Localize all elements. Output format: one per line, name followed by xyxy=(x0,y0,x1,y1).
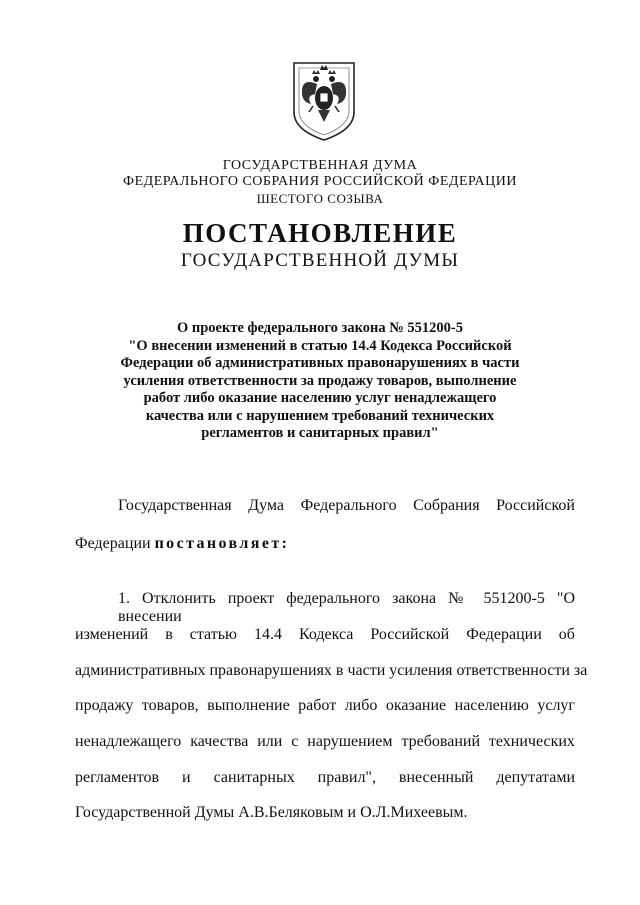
body-line1: 1. Отклонить проект федерального закона № 551200-5 "О внесении xyxy=(118,590,575,625)
word: Государственная xyxy=(118,497,232,514)
word: качества xyxy=(190,733,249,750)
word: Российской xyxy=(496,497,575,514)
caption-line: качества или с нарушением требований технических xyxy=(145,407,495,424)
word: или xyxy=(257,733,283,750)
word: товаров, xyxy=(141,697,199,714)
body-line2 xyxy=(75,626,575,644)
word: изменений xyxy=(75,626,149,643)
word: Российской xyxy=(370,626,450,643)
convocation: ШЕСТОГО СОЗЫВА xyxy=(256,191,384,206)
word: услуг xyxy=(537,697,575,714)
word: оказание xyxy=(385,697,447,714)
word: либо xyxy=(344,697,378,714)
word: Федерального xyxy=(300,497,397,514)
caption-line: О проекте федерального закона № 551200-5 xyxy=(176,320,464,336)
word: ненадлежащего xyxy=(75,733,182,750)
caption-line: "О внесении изменений в статью 14.4 Кодекса Российской xyxy=(128,337,512,354)
org-name-line1: ГОСУДАРСТВЕННАЯ ДУМА xyxy=(222,158,418,173)
preamble-line1 xyxy=(118,497,575,515)
word: Федерации xyxy=(466,626,542,643)
document-subtitle: ГОСУДАРСТВЕННОЙ ДУМЫ xyxy=(180,250,460,271)
word: Дума xyxy=(248,497,284,514)
word: регламентов xyxy=(75,769,160,786)
word: технических xyxy=(488,733,575,750)
word: нарушением xyxy=(307,733,393,750)
word: населению xyxy=(454,697,529,714)
preamble-line2 xyxy=(75,535,289,553)
word: Кодекса xyxy=(298,626,354,643)
body-line5 xyxy=(75,733,575,751)
document-title: ПОСТАНОВЛЕНИЕ xyxy=(182,218,458,248)
resolution-caption xyxy=(0,320,640,443)
org-name-line2: ФЕДЕРАЛЬНОГО СОБРАНИЯ РОССИЙСКОЙ ФЕДЕРАЦИИ xyxy=(123,174,517,189)
caption-line: работ либо оказание населению услуг ненадлежащего xyxy=(143,390,497,406)
body-line6 xyxy=(75,769,575,787)
word: и xyxy=(182,769,191,786)
word: об xyxy=(558,626,575,643)
word: продажу xyxy=(75,697,134,714)
word: работ xyxy=(298,697,337,714)
body-line7: Государственной Думы А.В.Беляковым и О.Л.Михеевым. xyxy=(75,804,468,821)
body-line3: административных правонарушениях в части усиления ответственности за xyxy=(75,662,588,679)
word: выполнение xyxy=(207,697,290,714)
body-line4 xyxy=(75,697,575,715)
word: депутатами xyxy=(496,769,575,786)
coat-of-arms-emblem xyxy=(291,60,357,142)
word: статью xyxy=(189,626,237,643)
caption-line: регламентов и санитарных правил" xyxy=(201,425,439,441)
preamble-verb: постановляет: xyxy=(154,535,290,552)
word: Собрания xyxy=(413,497,480,514)
caption-line: усиления ответственности за продажу товаров, выполнение xyxy=(123,372,517,389)
word: 14.4 xyxy=(253,626,282,643)
word: санитарных xyxy=(213,769,295,786)
caption-line: Федерации об административных правонарушениях в части xyxy=(120,355,520,371)
word: с xyxy=(291,733,299,750)
word: в xyxy=(165,626,173,643)
word: требований xyxy=(401,733,480,750)
preamble-prefix: Федерации xyxy=(75,535,151,552)
word: правил", xyxy=(317,769,376,786)
word: внесенный xyxy=(398,769,474,786)
